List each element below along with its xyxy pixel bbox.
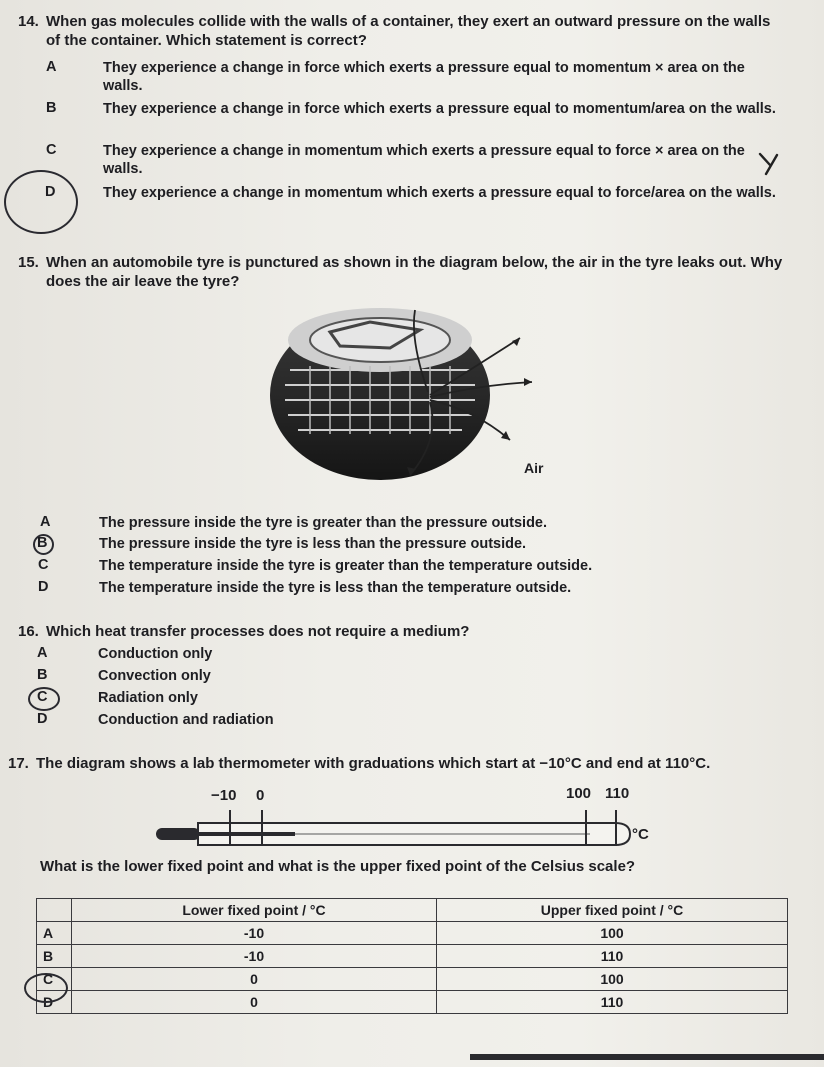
q17-stem: The diagram shows a lab thermometer with graduations which start at −10°C and end at 110°C. bbox=[36, 755, 711, 772]
q14-option-b-letter: B bbox=[46, 100, 57, 116]
thermometer-label-110: 110 bbox=[605, 785, 630, 802]
q15-option-b-letter: B bbox=[37, 535, 48, 551]
table-row bbox=[37, 945, 788, 968]
q16-option-c-text: Radiation only bbox=[98, 690, 198, 706]
table-row bbox=[37, 968, 788, 991]
thermometer-label-100: 100 bbox=[566, 785, 592, 802]
q15-stem: When an automobile tyre is punctured as shown in the diagram below, the air in the tyre leaks out. Why does the air leave the tyre? bbox=[46, 254, 783, 290]
table-row-letter: A bbox=[37, 922, 72, 945]
q15-option-d-text: The temperature inside the tyre is less than the temperature outside. bbox=[99, 580, 572, 596]
table-header-upper: Upper fixed point / °C bbox=[437, 899, 788, 922]
table-header-lower: Lower fixed point / °C bbox=[72, 899, 437, 922]
table-row-letter: B bbox=[37, 945, 72, 968]
q14-option-c-letter: C bbox=[46, 142, 57, 158]
table-cell-lower: 0 bbox=[72, 968, 437, 991]
table-header-empty bbox=[37, 899, 72, 922]
table-row bbox=[37, 922, 788, 945]
q14-number: 14. bbox=[18, 13, 39, 30]
q15-option-b-text: The pressure inside the tyre is less than the pressure outside. bbox=[99, 536, 527, 552]
q16-stem: Which heat transfer processes does not require a medium? bbox=[46, 623, 470, 640]
q14-option-d-text: They experience a change in momentum which exerts a pressure equal to force/area on the walls. bbox=[103, 185, 776, 201]
q15-option-c-letter: C bbox=[38, 557, 49, 573]
table-header-row bbox=[37, 899, 788, 922]
q16-option-b-letter: B bbox=[37, 667, 48, 683]
q16-option-b-text: Convection only bbox=[98, 668, 211, 684]
q15-option-a-letter: A bbox=[40, 514, 51, 530]
q17-answer-circle bbox=[24, 973, 68, 1003]
table-cell-upper: 110 bbox=[437, 991, 788, 1014]
q15-option-a-text: The pressure inside the tyre is greater than the pressure outside. bbox=[99, 515, 548, 531]
tyre-diagram bbox=[270, 300, 560, 490]
q14-option-c-text: They experience a change in momentum which exerts a pressure equal to force × area on the walls. bbox=[103, 143, 745, 177]
cross-mark-icon bbox=[758, 152, 780, 176]
q14-option-a-text: They experience a change in force which exerts a pressure equal to momentum × area on the walls. bbox=[103, 60, 745, 94]
q14-option-a-letter: A bbox=[46, 59, 57, 75]
q16-number: 16. bbox=[18, 623, 39, 640]
q16-option-d-letter: D bbox=[37, 711, 48, 727]
table-cell-upper: 100 bbox=[437, 922, 788, 945]
tyre-air-label: Air bbox=[524, 460, 544, 476]
table-cell-lower: -10 bbox=[72, 922, 437, 945]
thermometer-label-0: 0 bbox=[256, 787, 265, 804]
table-cell-upper: 100 bbox=[437, 968, 788, 991]
q15-option-d-letter: D bbox=[38, 579, 49, 595]
table-cell-lower: 0 bbox=[72, 991, 437, 1014]
q16-option-a-text: Conduction only bbox=[98, 646, 213, 662]
table-cell-upper: 110 bbox=[437, 945, 788, 968]
q14-stem: When gas molecules collide with the walls of a container, they exert an outward pressure on the walls of the container. Which statement is correct? bbox=[46, 13, 771, 49]
thermometer-diagram bbox=[150, 806, 640, 856]
page-bottom-rule bbox=[470, 1054, 824, 1060]
q15-number: 15. bbox=[18, 254, 39, 271]
q14-answer-circle bbox=[4, 170, 78, 234]
table-row-letter: D bbox=[37, 991, 72, 1014]
thermometer-unit: °C bbox=[632, 826, 649, 843]
table-cell-lower: -10 bbox=[72, 945, 437, 968]
q14-option-d-letter: D bbox=[45, 184, 56, 200]
q16-option-c-letter: C bbox=[37, 689, 48, 705]
q17-number: 17. bbox=[8, 755, 29, 772]
thermometer-label-minus-10: −10 bbox=[211, 787, 237, 804]
q16-option-a-letter: A bbox=[37, 645, 48, 661]
q14-option-b-text: They experience a change in force which exerts a pressure equal to momentum/area on the walls. bbox=[103, 101, 776, 117]
q15-option-c-text: The temperature inside the tyre is greater than the temperature outside. bbox=[99, 558, 593, 574]
q17-question: What is the lower fixed point and what is the upper fixed point of the Celsius scale? bbox=[40, 858, 636, 875]
q16-option-d-text: Conduction and radiation bbox=[98, 712, 274, 728]
table-row-letter: C bbox=[37, 968, 72, 991]
q17-answer-table bbox=[36, 898, 788, 1014]
table-row bbox=[37, 991, 788, 1014]
